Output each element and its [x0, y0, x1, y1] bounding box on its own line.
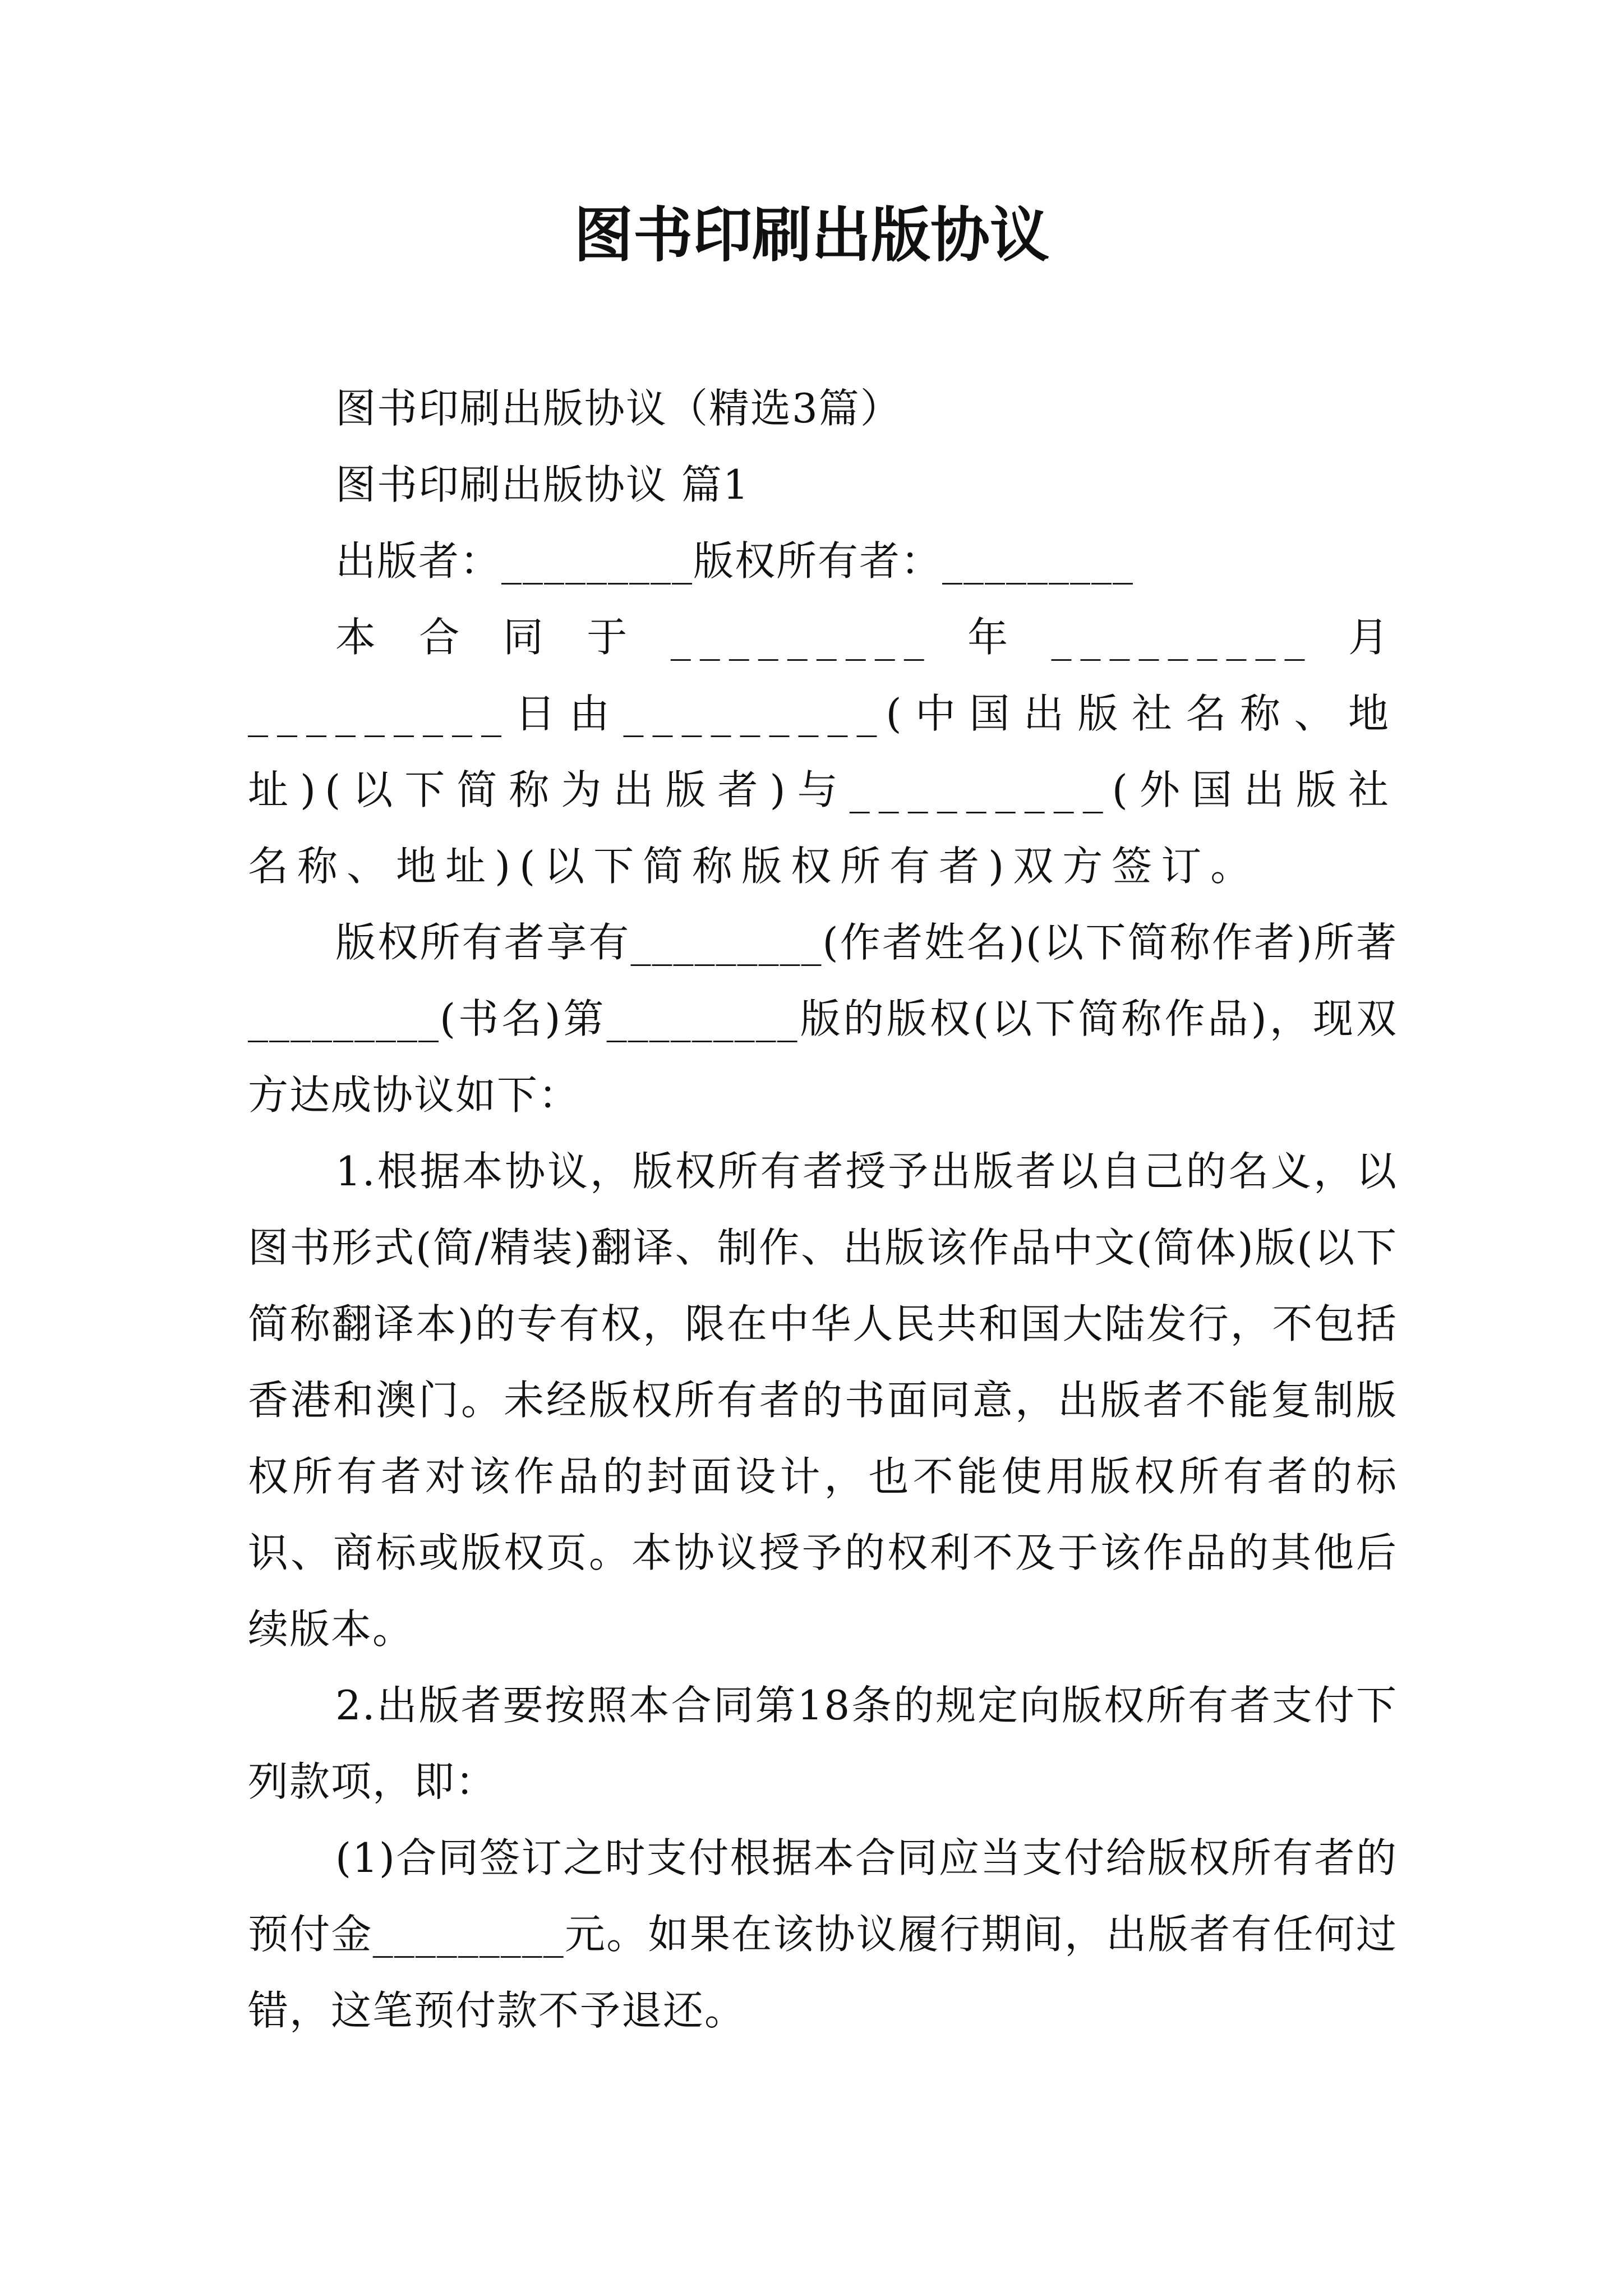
- paragraph-clause-2-1: (1)合同签订之时支付根据本合同应当支付给版权所有者的预付金_________元。如果在该协议履行期间，出版者有任何过错，这笔预付款不予退还。: [248, 1834, 1398, 2034]
- paragraph-copyright: 版权所有者享有_________(作者姓名)(以下简称作者)所著_________(书名)第_________版的版权(以下简称作品)，现双方达成协议如下：: [248, 919, 1398, 1119]
- paragraph-section-heading: 图书印刷出版协议 篇1: [335, 461, 750, 508]
- document-title: 图书印刷出版协议: [574, 201, 1049, 270]
- paragraph-parties: 出版者：_________版权所有者：_________: [335, 537, 1135, 585]
- document-body: [248, 370, 1398, 2049]
- paragraph-clause-1: 1.根据本协议，版权所有者授予出版者以自己的名义，以图书形式(简/精装)翻译、制作、出版该作品中文(简体)版(以下简称翻译本)的专有权，限在中华人民共和国大陆发行，不包括香港和澳门。未经版权所有者的书面同意，出版者不能复制版权所有者对该作品的封面设计，也不能使用版权所有者的标识、商标或版权页。本协议授予的权利不及于该作品的其他后续版本。: [248, 1148, 1398, 1653]
- paragraph-signing: 本合同于_________年_________月_________日由_________(中国出版社名称、地址)(以下简称为出版者)与_________(外国出版社名称、地址)(以下简称版权所有者)双方签订。: [248, 614, 1398, 890]
- paragraph-clause-2: 2.出版者要按照本合同第18条的规定向版权所有者支付下列款项，即：: [248, 1682, 1398, 1805]
- paragraph-subtitle: 图书印刷出版协议（精选3篇）: [335, 385, 902, 432]
